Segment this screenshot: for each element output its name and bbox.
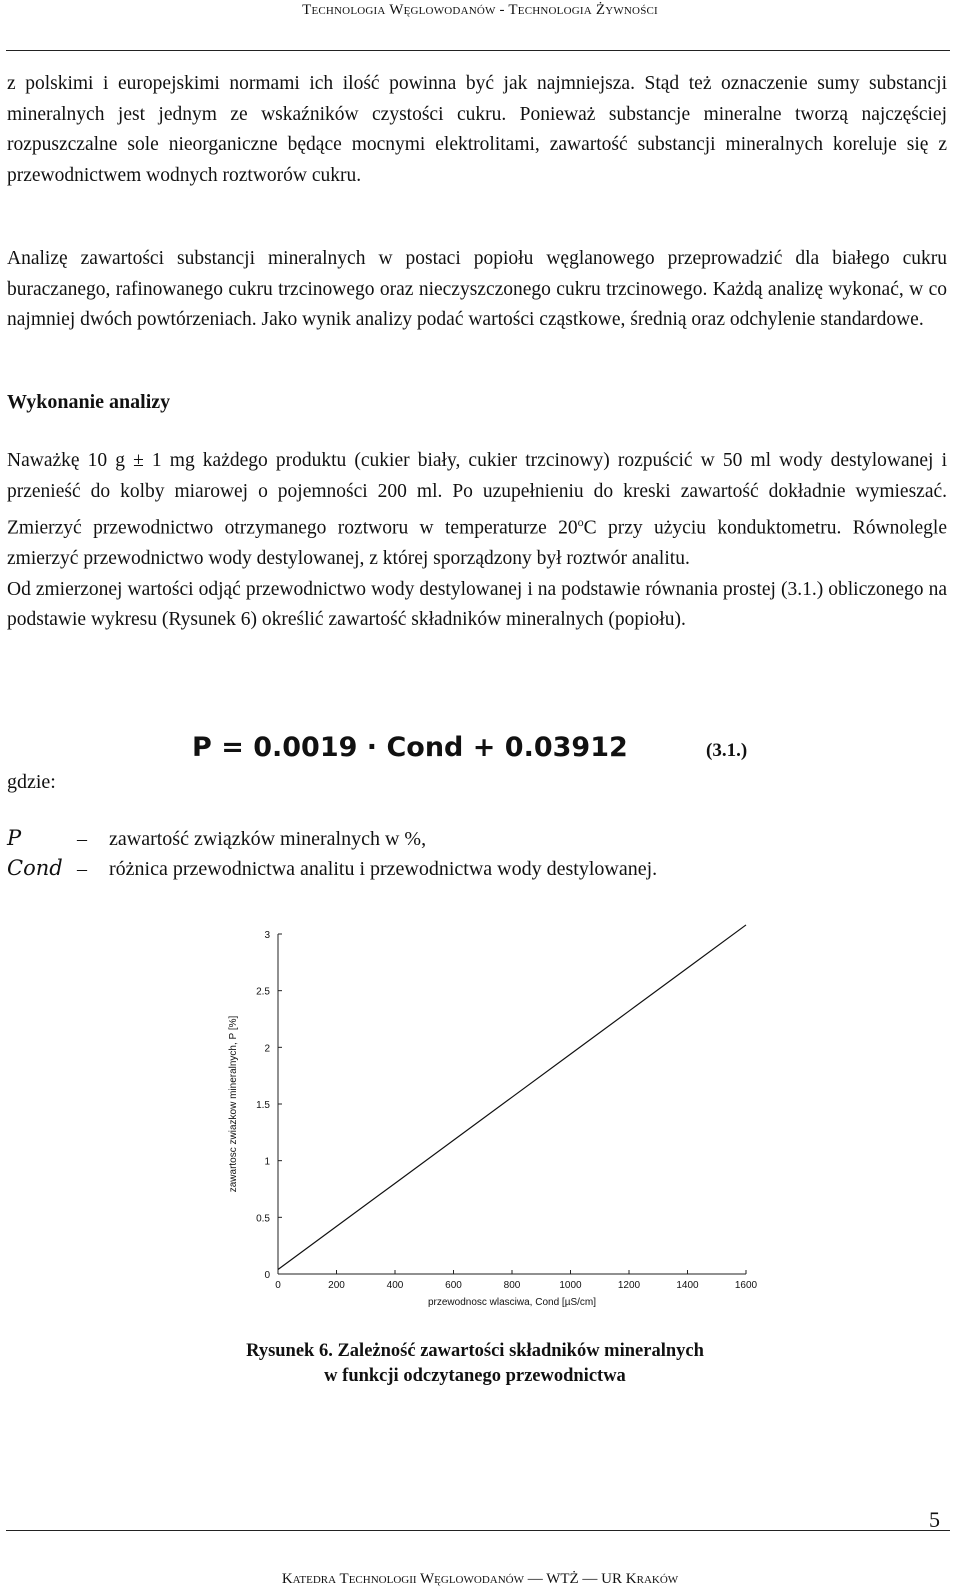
running-footer: Katedra Technologii Węglowodanów — WTŻ — UR Kraków [281, 1571, 679, 1587]
calibration-chart [0, 920, 960, 1340]
paragraph-analysis [7, 244, 947, 336]
paragraph-3 [7, 446, 947, 575]
caption-line-1: Rysunek 6. Zależność zawartości składników mineralnych [246, 1341, 704, 1361]
x-tick-label: 0 [275, 1280, 281, 1291]
x-tick-label: 1600 [734, 1280, 758, 1291]
paragraph-3-part2: C przy użyciu konduktometru. Równolegle zmierzyć przewodnictwo wody destylowanej, z której sporządzony był roztwór analitu. [7, 517, 947, 569]
y-tick-label: 0 [264, 1270, 270, 1281]
paragraph-1: z polskimi i europejskimi normami ich ilość powinna być jak najmniejsza. Stąd też oznaczenie sumy substancji mineralnych jest jednym ze wskaźników czystości cukru. Ponieważ substancje mineralne tworzą najczęściej rozpuszczalne sole nieorganiczne będące mocnymi elektrolitami, zawartość substancji mineralnych koreluje się z przewodnictwem wodnych roztworów cukru. [7, 73, 947, 186]
x-tick-label: 800 [503, 1280, 521, 1291]
y-axis-label: zawartosc zwiazkow mineralnych, P [%] [228, 1015, 239, 1193]
y-tick-label: 1.5 [256, 1100, 270, 1111]
caption-line-2: w funkcji odczytanego przewodnictwa [324, 1366, 626, 1386]
definition-text: różnica przewodnictwa analitu i przewodnictwa wody destylowanej. [109, 858, 658, 880]
definition-cond [7, 856, 657, 881]
x-ticks [275, 1270, 757, 1291]
x-axis-label: przewodnosc wlasciwa, Cond [µS/cm] [427, 1297, 597, 1308]
equation-number: (3.1.) [706, 740, 748, 761]
paragraph-3-part1: Naważkę 10 g ± 1 mg każdego produktu (cukier biały, cukier trzcinowy) rozpuścić w 50 ml wody destylowanej i przenieść do kolby miarowej o pojemności 200 ml. Po uzupełnieniu do kreski zawartość dokładnie wymieszać. Zmierzyć przewodnictwo otrzymanego roztworu w temperaturze 20 [7, 450, 947, 539]
y-tick-label: 0.5 [256, 1213, 270, 1225]
definition-dash: – [77, 858, 87, 880]
x-tick-label: 1400 [676, 1280, 699, 1291]
page-number: 5 [929, 1507, 940, 1532]
y-tick-label: 2 [264, 1043, 270, 1055]
x-tick-label: 400 [386, 1280, 404, 1291]
header-rule [6, 50, 950, 51]
y-tick-label: 2.5 [256, 986, 270, 998]
definition-symbol: P [7, 826, 22, 850]
definition-symbol: Cond [7, 856, 63, 880]
paragraph-2: Analizę zawartości substancji mineralnych w postaci popiołu węglanowego przeprowadzić dla białego cukru buraczanego, rafinowanego cukru trzcinowego oraz nieczyszczonego cukru trzcinowego. Każdą analizę wykonać, w co najmniej dwóch powtórzeniach. Jako wynik analizy podać wartości cząstkowe, średnią oraz odchylenie standardowe. [7, 248, 947, 330]
y-tick-label: 1 [264, 1156, 270, 1168]
degree-superscript: o [577, 515, 584, 529]
footer-rule [6, 1530, 950, 1531]
series-group [278, 925, 746, 1270]
section-heading: Wykonanie analizy [7, 391, 171, 413]
x-tick-label: 1200 [617, 1280, 641, 1291]
definition-p [7, 826, 426, 851]
definition-text: zawartość związków mineralnych w %, [109, 828, 427, 850]
figure-caption [0, 1339, 950, 1389]
x-tick-label: 200 [328, 1280, 345, 1291]
x-tick-label: 600 [445, 1280, 462, 1291]
chart-axes [278, 934, 746, 1274]
gdzie-label: gdzie: [7, 771, 56, 793]
definition-dash: – [77, 828, 87, 850]
y-tick-label: 3 [264, 930, 270, 941]
x-tick-label: 1000 [559, 1280, 582, 1291]
procedure-text [7, 446, 947, 636]
paragraph-4: Od zmierzonej wartości odjąć przewodnictwo wody destylowanej i na podstawie równania prostej (3.1.) obliczonego na podstawie wykresu (Rysunek 6) określić zawartość składników mineralnych (popiołu). [7, 578, 947, 630]
series-line [278, 925, 746, 1270]
equation: P = 0.0019 · Cond + 0.03912 [192, 732, 628, 763]
running-header: Technologia Węglowodanów - Technologia Żywności [302, 2, 658, 18]
paragraph-intro [7, 69, 947, 191]
